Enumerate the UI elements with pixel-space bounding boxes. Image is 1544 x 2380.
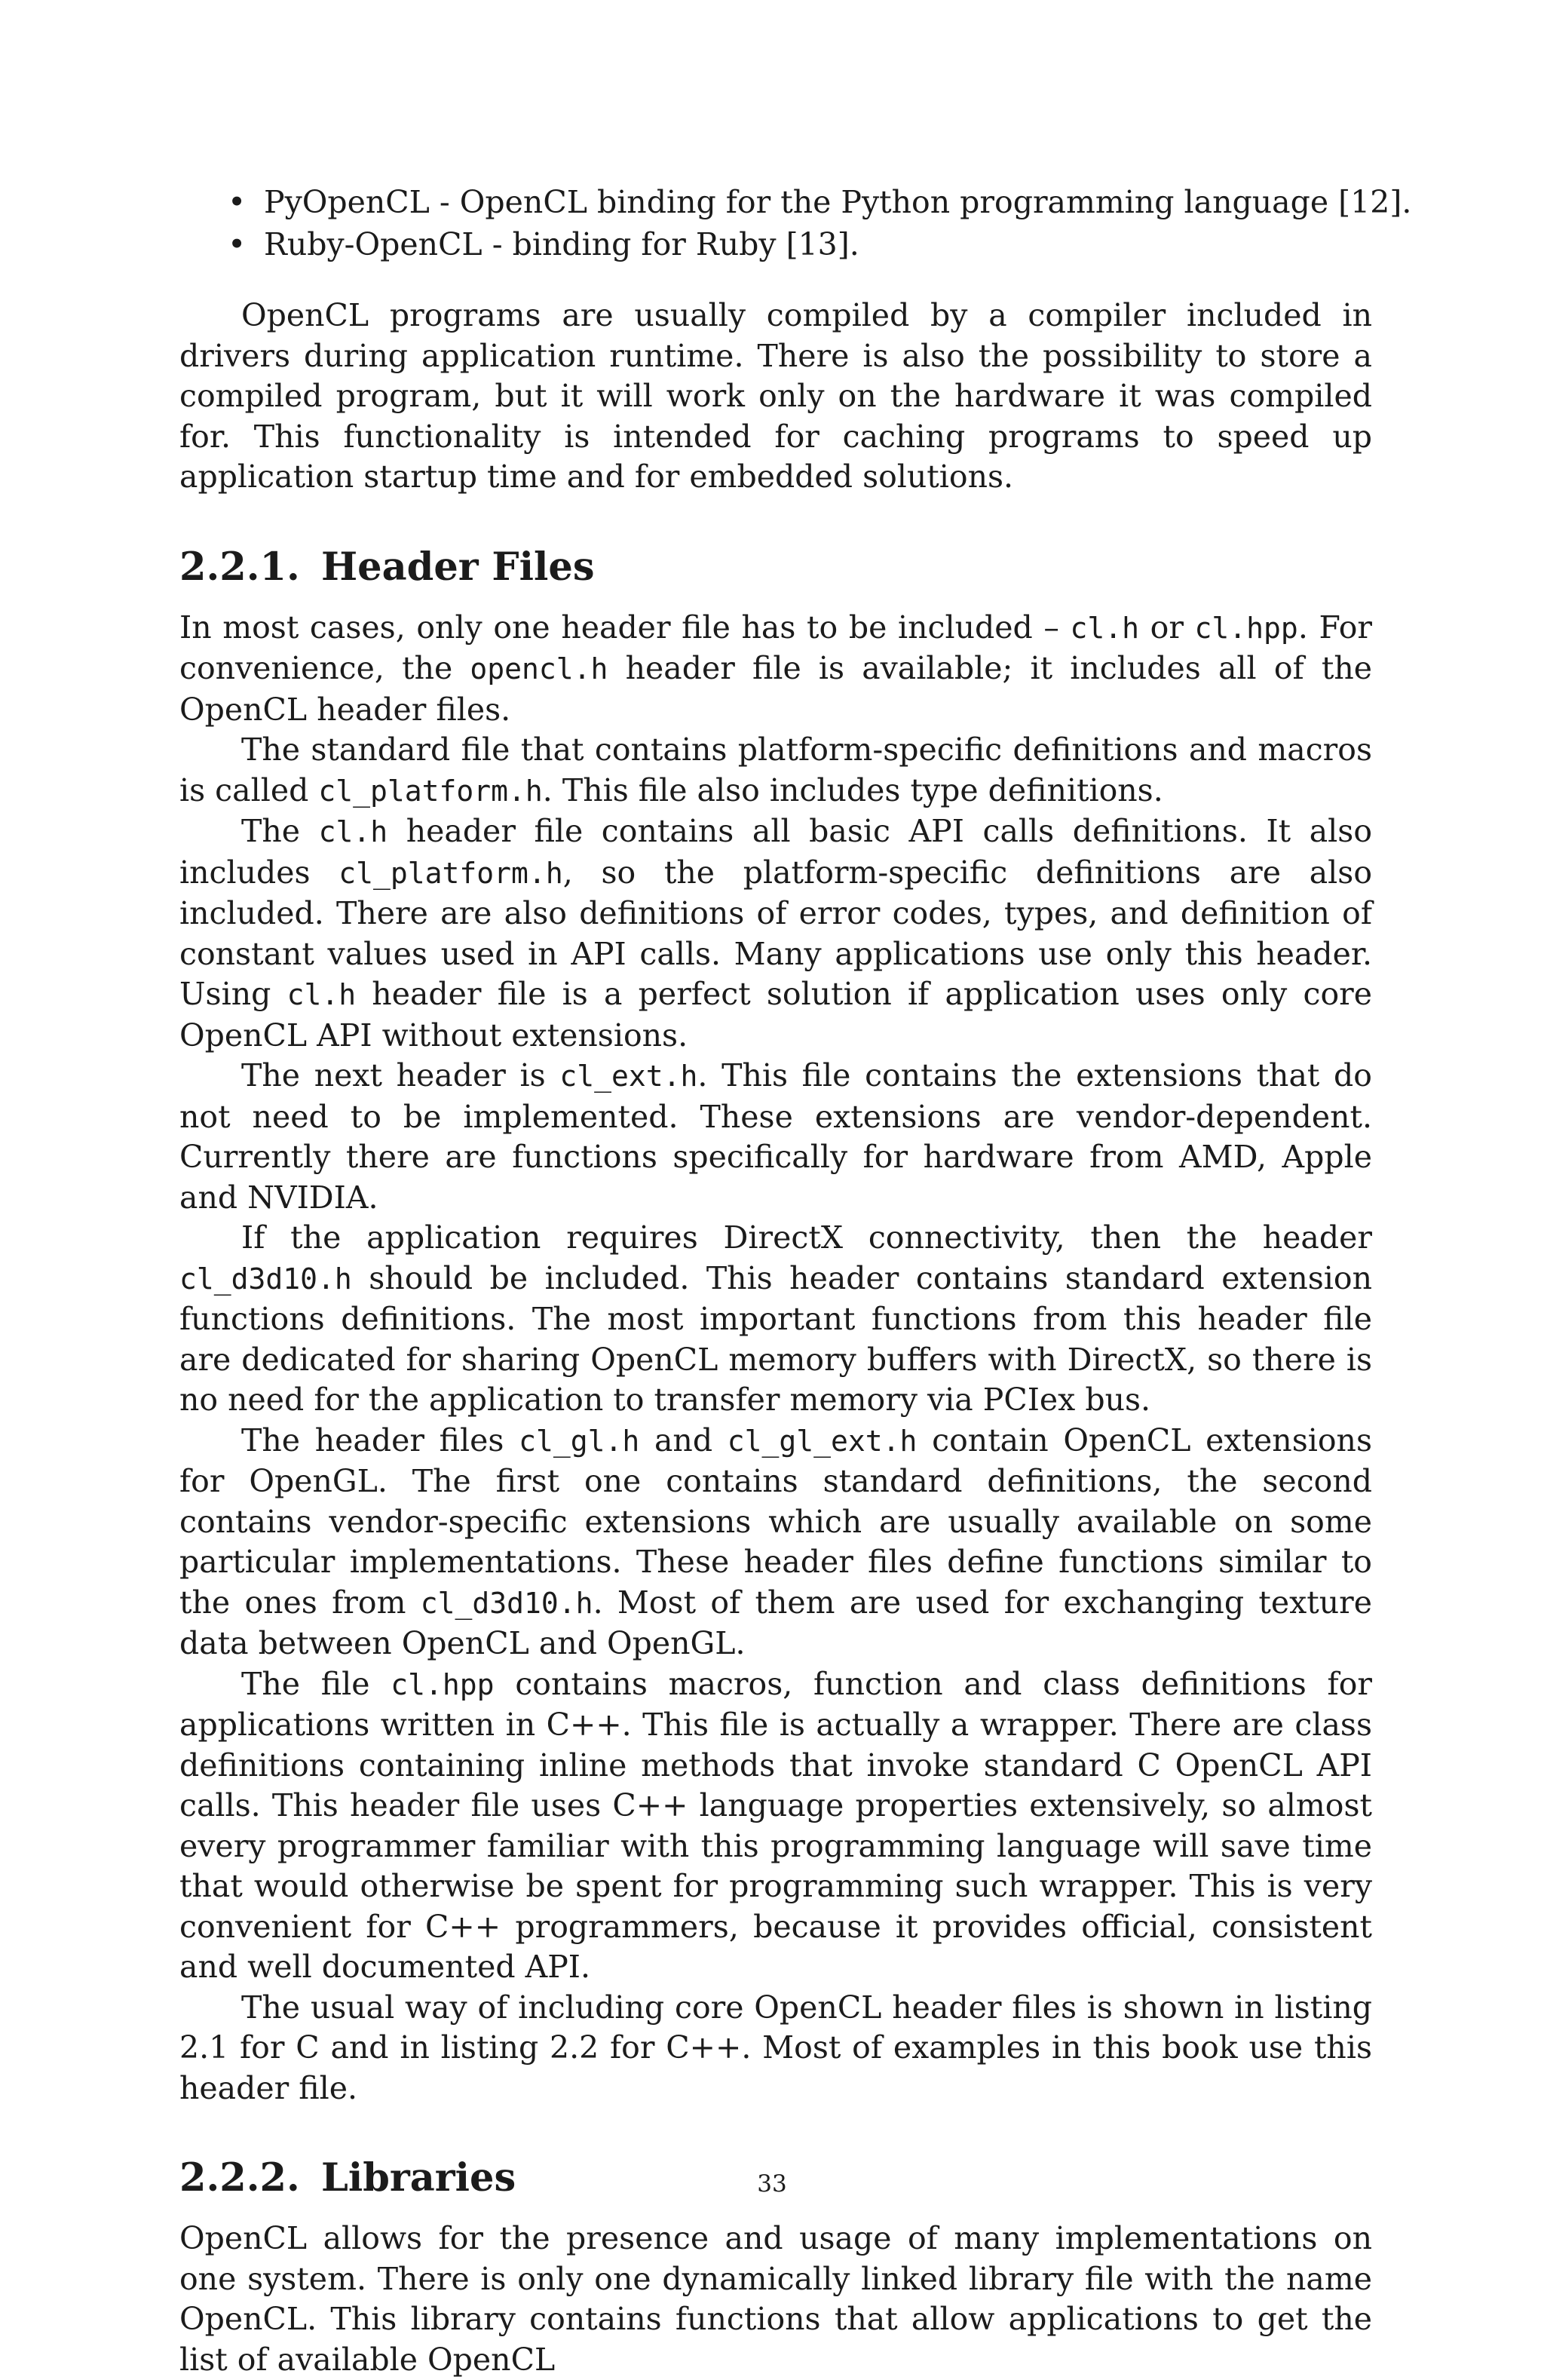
bullet-marker: • [228,226,247,262]
text-run: header file is available; it includes all of the OpenCL header files. [179,650,1372,728]
text-run: The standard file that contains platform-specific definitions and macros is called [179,731,1372,808]
code-filename: opencl.h [470,652,608,685]
text-run: . This file contains the extensions that do not need to be implemented. These extensions are vendor-dependent. Currently there are functions specifically for hardware from AMD, Apple and NVIDIA. [179,1057,1372,1216]
list-item [179,223,1372,265]
text-run: The file [241,1665,391,1702]
text-run: . This file also includes type definitions. [542,771,1163,808]
code-filename: cl_platform.h [318,774,543,808]
code-filename: cl_ext.h [559,1060,698,1093]
section-number: 2.2.2. [179,2155,300,2201]
code-filename: cl_d3d10.h [420,1586,593,1620]
section-title: Libraries [321,2155,516,2201]
text-run: or [1139,609,1195,646]
text-run: The usual way of including core OpenCL header files is shown in listing 2.1 for C and in listing 2.2 for C++. Most of examples in this book use this header file. [179,1989,1372,2106]
text-run: header file contains all basic API calls definitions. It also includes [179,813,1373,891]
text-run: contain OpenCL extensions for OpenGL. The first one contains standard definitions, the second contains vendor-specific extensions which are usually available on some particular implementations. These header files define functions similar to the ones from [179,1422,1372,1621]
text-run: The next header is [241,1057,560,1093]
binding-list [179,181,1412,265]
section-title: Header Files [321,544,595,590]
text-run: The header files [241,1422,519,1458]
code-filename: cl_gl_ext.h [727,1424,918,1458]
text-run: If the application requires DirectX connectivity, then the header [241,1219,1372,1256]
paragraph [179,1218,1372,1421]
text-run: OpenCL allows for the presence and usage of many implementations on one system. There is only one dynamically linked library file with the name OpenCL. This library contains functions that allow applications to get the list of available OpenCL [179,2220,1372,2378]
paragraph [179,608,1372,731]
text-run: and [639,1422,728,1458]
text-run: In most cases, only one header file has to be included – [179,609,1071,646]
intro-paragraph: OpenCL programs are usually compiled by a compiler included in drivers during application runtime. There is also the possibility to store a compiled program, but it will work only on the hardware it was compiled for. This functionality is intended for caching programs to speed up application startup time and for embedded solutions. [179,297,1372,495]
code-filename: cl.h [1070,611,1139,645]
paragraph [179,811,1372,1056]
bullet-marker: • [228,184,247,220]
code-filename: cl_gl.h [519,1424,640,1458]
page-number: 33 [757,2170,787,2198]
text-run: header file is a perfect solution if application uses only core OpenCL API without extensions. [179,976,1372,1054]
list-item-text: Ruby-OpenCL - binding for Ruby [13]. [264,226,859,262]
paragraph [179,2219,1372,2380]
code-filename: cl.hpp [391,1667,495,1701]
code-filename: cl.hpp [1194,611,1298,645]
paragraph [179,1056,1372,1218]
text-run: . For convenience, the [179,609,1372,686]
section-number: 2.2.1. [179,544,300,590]
text-run: should be included. This header contains standard extension functions definitions. The most important functions from this header file are dedicated for sharing OpenCL memory buffers with DirectX, so there is no need for the application to transfer memory via PCIex bus. [179,1259,1372,1418]
list-item [179,181,1412,223]
code-filename: cl_d3d10.h [179,1262,352,1296]
code-filename: cl.h [318,815,388,848]
page-body [179,181,1412,2380]
text-run: The [241,813,319,849]
text-run: , so the platform-specific definitions are also included. There are also definitions of error codes, types, and definition of constant values used in API calls. Many applications use only this header. Using [179,854,1372,1012]
text-run: . Most of them are used for exchanging texture data between OpenCL and OpenGL. [179,1584,1372,1661]
list-item-text: PyOpenCL - OpenCL binding for the Python programming language [12]. [264,184,1412,220]
code-filename: cl.h [286,978,357,1011]
paragraph [179,1664,1372,1988]
code-filename: cl_platform.h [339,856,563,890]
text-run: contains macros, function and class definitions for applications written in C++. This file is actually a wrapper. There are class definitions containing inline methods that invoke standard C OpenCL API calls. This header file uses C++ language properties extensively, so almost every programmer familiar with this programming language will save time that would otherwise be spent for programming such wrapper. This is very convenient for C++ programmers, because it provides official, consistent and well documented API. [179,1665,1372,1985]
paragraph [179,1421,1372,1664]
paragraph [179,730,1372,811]
paragraph [179,1988,1372,2109]
section-heading-header-files [179,543,1372,591]
